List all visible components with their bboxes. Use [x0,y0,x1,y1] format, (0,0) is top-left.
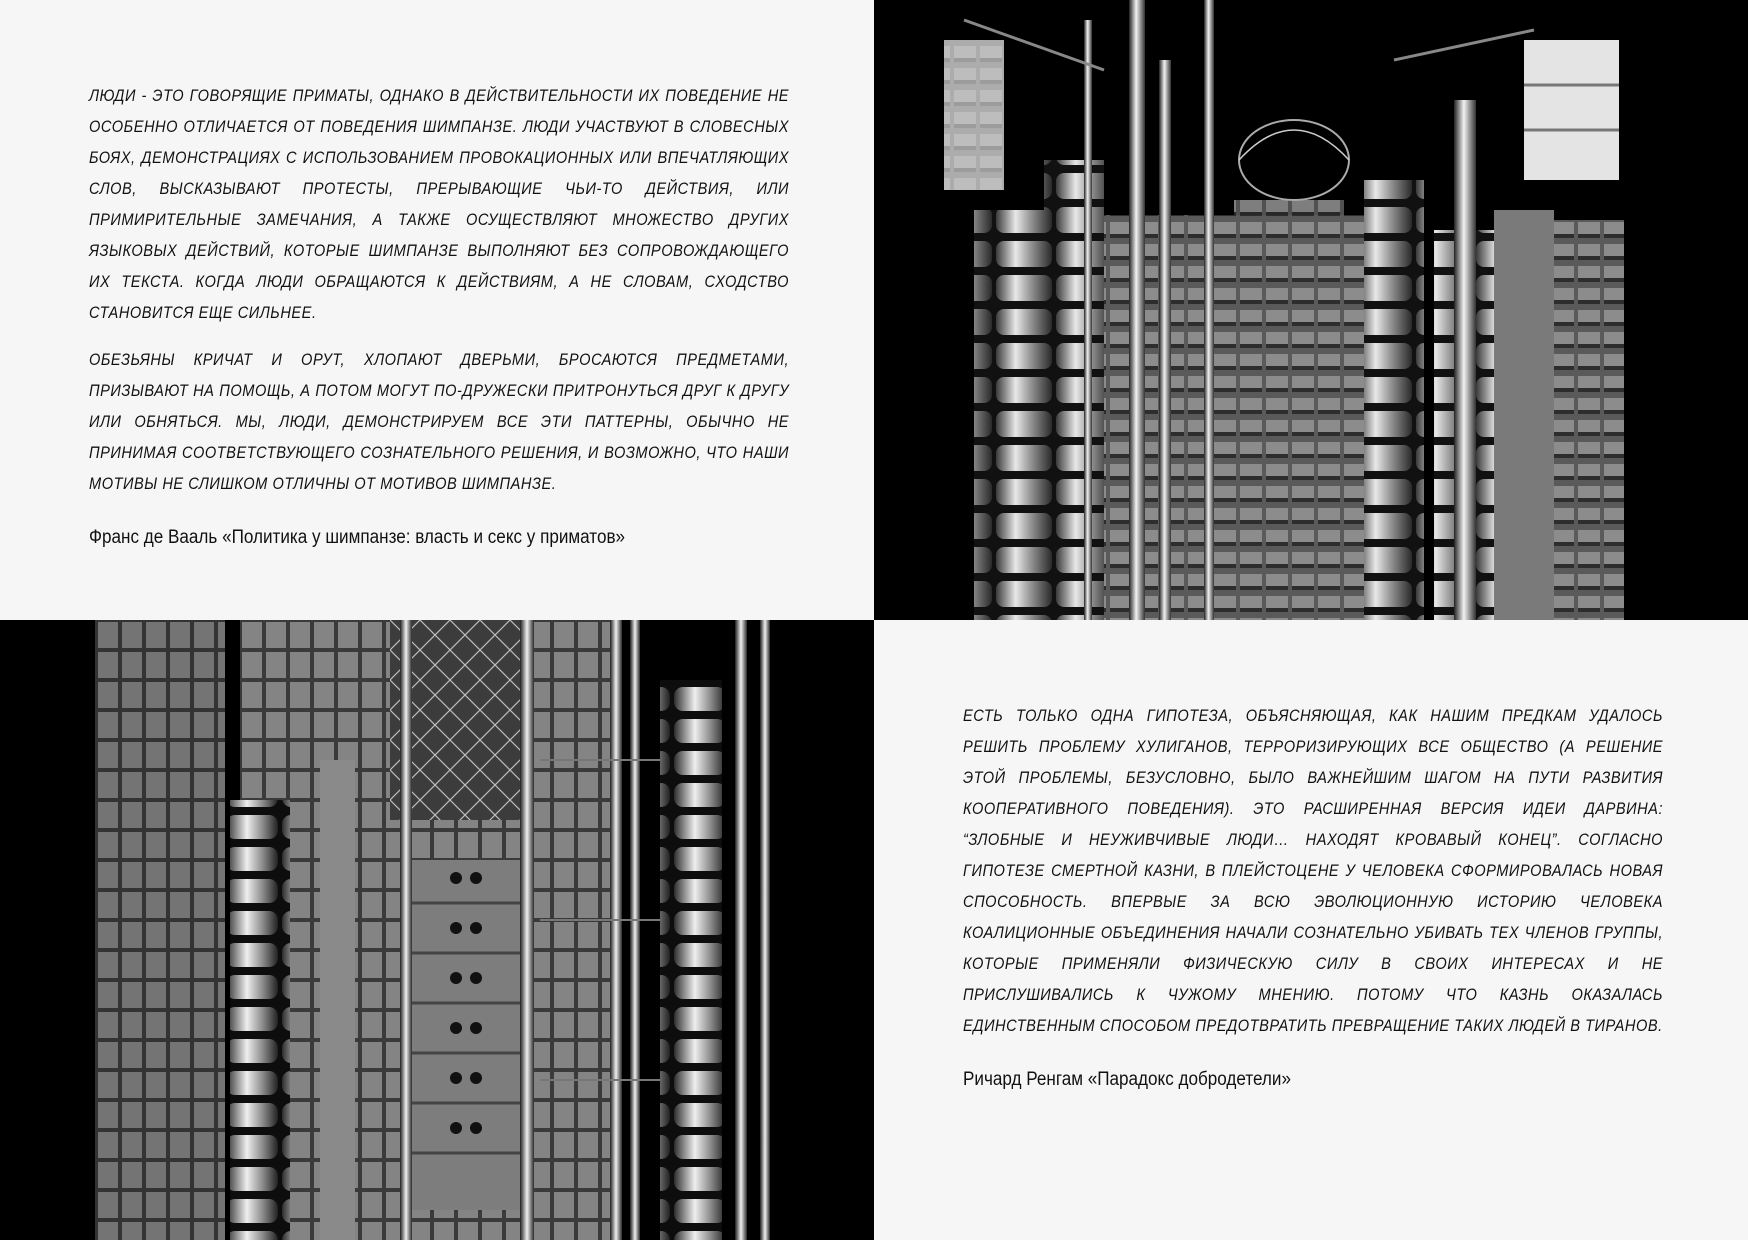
quote-paragraph: ЕСТЬ ТОЛЬКО ОДНА ГИПОТЕЗА, ОБЪЯСНЯЮЩАЯ, КАК НАШИМ ПРЕДКАМ УДАЛОСЬ РЕШИТЬ ПРОБЛЕМУ ХУЛИГАНОВ, ТЕРРОРИЗИРУЮЩИХ ВСЕ ОБЩЕСТВО (А РЕШЕНИЕ ЭТОЙ ПРОБЛЕМЫ, БЕЗУСЛОВНО, БЫЛО ВАЖНЕЙШИМ ШАГОМ НА ПУТИ РАЗВИТИЯ КООПЕРАТИВНОГО ПОВЕДЕНИЯ). ЭТО РАСШИРЕННАЯ ВЕРСИЯ ИДЕИ ДАРВИНА: “ЗЛОБНЫЕ И НЕУЖИВЧИВЫЕ ЛЮДИ… НАХОДЯТ КРОВАВЫЙ КОНЕЦ”. СОГЛАСНО ГИПОТЕЗЕ СМЕРТНОЙ КАЗНИ, В ПЛЕЙСТОЦЕНЕ У ЧЕЛОВЕКА СФОРМИРОВАЛАСЬ НОВАЯ СПОСОБНОСТЬ. ВПЕРВЫЕ ЗА ВСЮ ЭВОЛЮЦИОННУЮ ИСТОРИЮ ЧЕЛОВЕКА КОАЛИЦИОННЫЕ ОБЪЕДИНЕНИЯ НАЧАЛИ СОЗНАТЕЛЬНО УБИВАТЬ ТЕХ ЧЛЕНОВ ГРУППЫ, КОТОРЫЕ ПРИМЕНЯЛИ ФИЗИЧЕСКУЮ СИЛУ В СВОИХ ИНТЕРЕСАХ И НЕ ПРИСЛУШИВАЛИСЬ К ЧУЖОМУ МНЕНИЮ. ПОТОМУ ЧТО КАЗНЬ ОКАЗАЛАСЬ ЕДИНСТВЕННЫМ СПОСОБОМ ПРЕДОТВРАТИТЬ ПРЕВРАЩЕНИЕ ТАКИХ ЛЮДЕЙ В ТИРАНОВ. [963,706,1664,1035]
building-illustration [0,620,874,1240]
quote-block-top [89,80,789,551]
building-illustration [874,0,1748,620]
quote-paragraph: ЛЮДИ - ЭТО ГОВОРЯЩИЕ ПРИМАТЫ, ОДНАКО В ДЕЙСТВИТЕЛЬНОСТИ ИХ ПОВЕДЕНИЕ НЕ ОСОБЕННО ОТЛИЧАЕТСЯ ОТ ПОВЕДЕНИЯ ШИМПАНЗЕ. ЛЮДИ УЧАСТВУЮТ В СЛОВЕСНЫХ БОЯХ, ДЕМОНСТРАЦИЯХ С ИСПОЛЬЗОВАНИЕМ ПРОВОКАЦИОННЫХ ИЛИ ВПЕЧАТЛЯЮЩИХ СЛОВ, ВЫСКАЗЫВАЮТ ПРОТЕСТЫ, ПРЕРЫВАЮЩИЕ ЧЬИ-ТО ДЕЙСТВИЯ, ИЛИ ПРИМИРИТЕЛЬНЫЕ ЗАМЕЧАНИЯ, А ТАКЖЕ ОСУЩЕСТВЛЯЮТ МНОЖЕСТВО ДРУГИХ ЯЗЫКОВЫХ ДЕЙСТВИЙ, КОТОРЫЕ ШИМПАНЗЕ ВЫПОЛНЯЮТ БЕЗ СОПРОВОЖДАЮЩЕГО ИХ ТЕКСТА. КОГДА ЛЮДИ ОБРАЩАЮТСЯ К ДЕЙСТВИЯМ, А НЕ СЛОВАМ, СХОДСТВО СТАНОВИТСЯ ЕЩЕ СИЛЬНЕЕ. [89,86,790,322]
quote-panel-top [0,0,874,620]
quote-block-bottom [963,700,1663,1093]
building-photo-top [874,0,1748,620]
quote-source: Франс де Вааль «Политика у шимпанзе: власть и секс у приматов» [89,527,626,548]
quote-paragraph: ОБЕЗЬЯНЫ КРИЧАТ И ОРУТ, ХЛОПАЮТ ДВЕРЬМИ, БРОСАЮТСЯ ПРЕДМЕТАМИ, ПРИЗЫВАЮТ НА ПОМОЩЬ, А ПОТОМ МОГУТ ПО-ДРУЖЕСКИ ПРИТРОНУТЬСЯ ДРУГ К ДРУГУ ИЛИ ОБНЯТЬСЯ. МЫ, ЛЮДИ, ДЕМОНСТРИРУЕМ ВСЕ ЭТИ ПАТТЕРНЫ, ОБЫЧНО НЕ ПРИНИМАЯ СООТВЕТСТВУЮЩЕГО СОЗНАТЕЛЬНОГО РЕШЕНИЯ, И ВОЗМОЖНО, ЧТО НАШИ МОТИВЫ НЕ СЛИШКОМ ОТЛИЧНЫ ОТ МОТИВОВ ШИМПАНЗЕ. [89,350,790,493]
building-photo-bottom [0,620,874,1240]
quote-source: Ричард Ренгам «Парадокс добродетели» [963,1069,1291,1090]
vent-panels [408,860,523,1210]
quote-panel-bottom [874,620,1748,1240]
